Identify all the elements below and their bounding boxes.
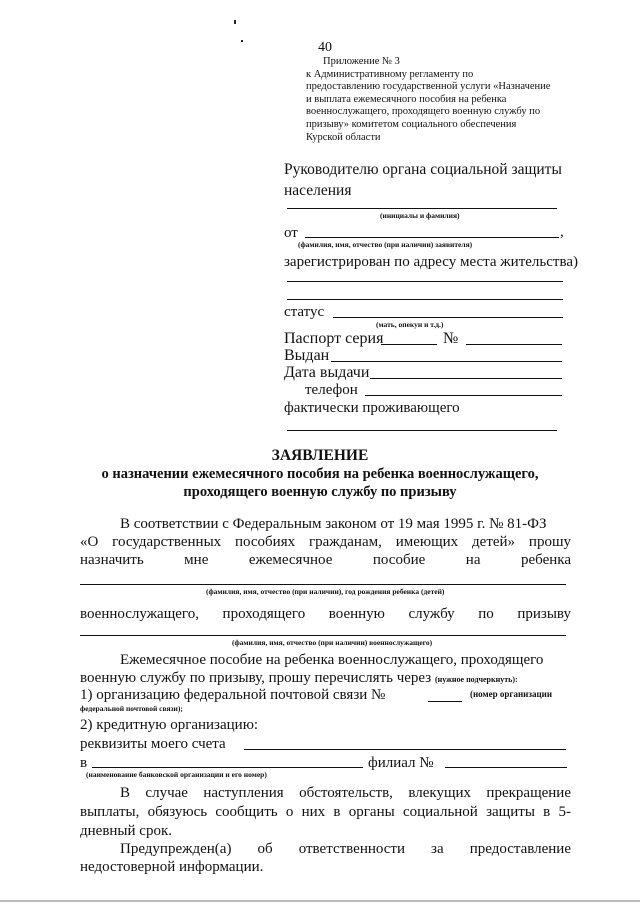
passport-series-field[interactable] [381, 344, 437, 345]
actual-residence-field[interactable] [287, 430, 557, 431]
appendix-line: и выплата ежемесячного пособия на ребенка [306, 93, 507, 105]
option-postal[interactable]: 1) организацию федеральной почтовой связи № [80, 687, 386, 703]
passport-number-label: № [443, 330, 459, 347]
body-line: В соответствии с Федеральным законом от 19 мая 1995 г. № 81-ФЗ [120, 516, 547, 532]
document-subtitle: о назначении ежемесячного пособия на ребенка военнослужащего, [101, 466, 539, 482]
hint-bank: (наименование банковской организации и его номер) [86, 770, 267, 779]
body-line: выплаты, обязуюсь сообщить о них в органы социальной защиты в 5- [80, 804, 571, 820]
body-line: назначить мне ежемесячное пособие на ребенка [80, 552, 571, 568]
status-label: статус [284, 304, 325, 320]
scan-mark [0, 900, 640, 902]
appendix-line: к Административному регламенту по [306, 68, 474, 80]
hint-initials: (инициалы и фамилия) [380, 211, 460, 220]
issued-by-label: Выдан [284, 347, 330, 364]
body-line: Предупрежден(а) об ответственности за предоставление [120, 841, 571, 857]
bank-name-field[interactable] [92, 767, 363, 768]
hint-applicant: (фамилия, имя, отчество (при наличии) заявителя) [298, 240, 473, 249]
issue-date-field[interactable] [370, 378, 562, 379]
passport-series-label: Паспорт серия [284, 330, 384, 347]
branch-label: филиал № [368, 755, 434, 771]
initials-field[interactable] [287, 208, 557, 209]
phone-field[interactable] [365, 395, 562, 396]
appendix-line: призыву» комитетом социального обеспечения [306, 118, 517, 130]
appendix-line: военнослужащего, проходящего военную службу по [306, 106, 541, 118]
issued-by-field[interactable] [331, 361, 562, 362]
child-name-field[interactable] [80, 584, 566, 585]
actual-residence-label: фактически проживающего [284, 400, 460, 416]
page-number: 40 [318, 40, 332, 55]
addressee-line: населения [284, 182, 352, 199]
body-line [80, 670, 518, 687]
body-line: военнослужащего, проходящего военную службу по призыву [80, 606, 571, 622]
hint-serviceman: (фамилия, имя, отчество (при наличии) военнослужащего) [232, 638, 433, 647]
applicant-name-field[interactable] [305, 237, 559, 238]
body-line: недостоверной информации. [80, 859, 264, 875]
from-label: от [284, 225, 298, 241]
serviceman-name-field[interactable] [80, 635, 566, 636]
status-field[interactable] [333, 317, 563, 318]
address-field-2[interactable] [287, 299, 563, 300]
appendix-block [306, 56, 550, 144]
hint-child: (фамилия, имя, отчество (при наличии), год рождения ребенка (детей) [206, 587, 445, 596]
body-line: «О государственных пособиях гражданам, имеющих детей» прошу [80, 534, 571, 550]
issue-date-label: Дата выдачи [284, 364, 370, 381]
scan-mark [234, 20, 236, 24]
postal-number-field[interactable] [428, 701, 462, 702]
document-subtitle: проходящего военную службу по призыву [183, 484, 457, 500]
addressee-line: Руководителю органа социальной защиты [284, 161, 562, 178]
appendix-line: Курской области [306, 131, 381, 143]
hint-postal-b: федеральной почтовой связи); [80, 704, 183, 713]
in-label: в [80, 755, 88, 771]
body-line: В случае наступления обстоятельств, влекущих прекращение [120, 785, 571, 801]
address-field-1[interactable] [287, 281, 563, 282]
body-line: дневный срок. [80, 823, 172, 839]
hint-postal-a: (номер организации [470, 689, 553, 699]
comma: , [560, 224, 564, 240]
passport-number-field[interactable] [466, 344, 562, 345]
body-text: военную службу по призыву, прошу перечислять через [80, 670, 432, 686]
appendix-line: предоставлению государственной услуги «Назначение [306, 81, 551, 93]
option-credit[interactable]: 2) кредитную организацию: [80, 717, 259, 733]
account-label: реквизиты моего счета [80, 736, 226, 752]
account-field[interactable] [244, 749, 566, 750]
scan-mark [241, 40, 243, 42]
phone-label: телефон [305, 382, 358, 398]
hint-status: (мать, опекун и т.д.) [376, 320, 444, 329]
hint-underline: (нужное подчеркнуть): [434, 675, 518, 684]
document-title: ЗАЯВЛЕНИЕ [271, 447, 369, 464]
body-line: Ежемесячное пособие на ребенка военнослужащего, проходящего [120, 652, 544, 668]
branch-number-field[interactable] [445, 767, 567, 768]
appendix-line: Приложение № 3 [323, 56, 400, 67]
registered-label: зарегистрирован по адресу места жительства) [284, 254, 578, 270]
